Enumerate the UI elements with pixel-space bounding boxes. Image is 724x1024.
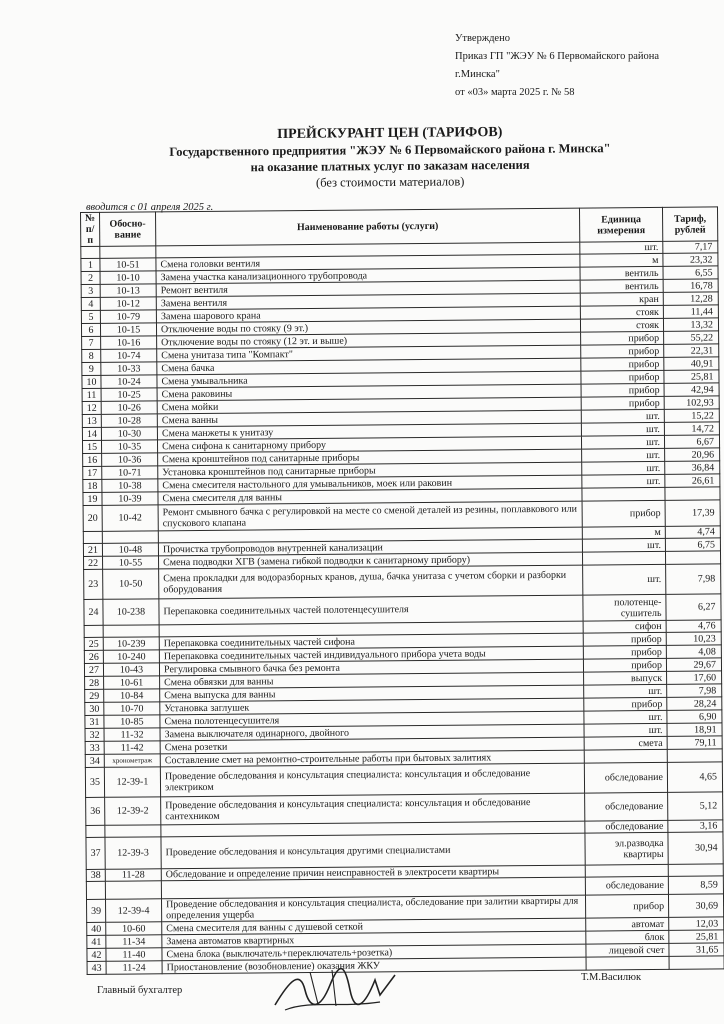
row-code: 10-30: [101, 427, 157, 440]
row-price: 16,78: [663, 279, 718, 292]
row-unit: шт.: [580, 241, 663, 254]
row-code: 10-43: [103, 663, 159, 676]
row-price: 28,24: [667, 697, 722, 710]
row-unit: прибор: [585, 894, 668, 918]
row-price: 40,91: [664, 357, 719, 370]
header-num: № п/п: [81, 212, 100, 246]
row-unit: шт.: [584, 710, 667, 724]
price-table: [80, 206, 724, 975]
row-unit: прибор: [584, 697, 667, 711]
row-code: 10-55: [103, 556, 159, 569]
row-code: 10-79: [100, 310, 156, 323]
row-code: 10-60: [106, 922, 162, 935]
row-code: 10-33: [101, 362, 157, 375]
row-service-name: Регулировка смывного бачка без ремонта: [159, 659, 583, 676]
row-price: 30,69: [668, 894, 723, 917]
approval-line: от «03» марта 2025 г. № 58: [455, 87, 575, 98]
row-service-name: Смена сифона к санитарному прибору: [157, 436, 581, 453]
row-number: 34: [85, 754, 104, 767]
row-code: хронометраж: [104, 754, 160, 767]
document-title: [120, 123, 661, 193]
row-number: 43: [87, 961, 106, 974]
row-service-name: Установка заглушек: [160, 698, 584, 715]
row-price: 22,31: [664, 344, 719, 357]
row-unit: обследование: [585, 876, 668, 895]
row-unit: шт.: [582, 474, 665, 488]
header-code: Обосно-вание: [100, 212, 156, 246]
row-unit: автомат: [586, 917, 669, 931]
row-service-name: Смена розетки: [160, 737, 584, 754]
header-unit: Единица измерения: [579, 207, 662, 242]
table-body: [81, 241, 724, 975]
row-service-name: Смена блока (выключатель+переключатель+розетка): [162, 944, 586, 961]
row-price: 29,67: [666, 658, 721, 671]
row-code: 10-15: [100, 323, 156, 336]
row-service-name: Смена мойки: [157, 397, 581, 414]
row-price: 25,81: [669, 930, 724, 943]
row-unit: вентиль: [580, 279, 663, 293]
row-unit: м: [582, 526, 665, 539]
table-header-row: [81, 207, 718, 247]
row-service-name: Обследование и определение причин неисправностей в электросети квартиры: [161, 865, 585, 881]
row-number: 14: [82, 427, 101, 440]
row-number: [86, 881, 105, 899]
row-price: 5,12: [668, 792, 723, 820]
row-service-name: Замена шарового крана: [156, 306, 580, 323]
row-code: 10-26: [101, 401, 157, 414]
row-price: 15,22: [664, 409, 719, 422]
row-number: 33: [85, 741, 104, 754]
row-price: 17,39: [665, 500, 720, 526]
row-code: 10-74: [101, 349, 157, 362]
row-code: 10-239: [103, 637, 159, 650]
row-price: 12,28: [663, 292, 718, 305]
row-price: 79,11: [667, 736, 722, 749]
row-price: 17,60: [667, 671, 722, 684]
row-price: 6,67: [664, 435, 719, 448]
row-unit: [585, 864, 668, 877]
row-number: 35: [85, 767, 104, 797]
row-unit: кран: [580, 292, 663, 306]
row-unit: обследование: [584, 762, 667, 793]
row-code: 10-25: [101, 388, 157, 401]
row-number: 16: [83, 453, 102, 466]
row-code: [102, 531, 158, 543]
row-unit: шт.: [581, 422, 664, 436]
row-number: 20: [83, 505, 102, 531]
row-service-name: Приостановление (возобновление) оказания ЖКУ: [162, 957, 586, 974]
row-number: 37: [86, 837, 105, 869]
row-unit: полотенце-сушитель: [583, 594, 666, 621]
row-code: 12-39-3: [105, 837, 161, 869]
row-number: 11: [82, 388, 101, 401]
row-price: 8,59: [668, 876, 723, 894]
row-service-name: Смена кронштейнов под санитарные приборы: [158, 449, 582, 466]
row-unit: [582, 487, 665, 501]
row-unit: прибор: [583, 645, 666, 659]
row-service-name: Замена автоматов квартирных: [162, 931, 586, 948]
row-price: 14,72: [664, 422, 719, 435]
row-price: 36,84: [665, 461, 720, 474]
row-number: 26: [84, 650, 103, 663]
row-unit: прибор: [582, 500, 665, 527]
row-service-name: Смена смесителя для ванны с душевой сеткой: [162, 918, 586, 935]
row-unit: прибор: [581, 344, 664, 358]
row-price: [665, 551, 720, 564]
row-price: 18,91: [667, 723, 722, 736]
row-price: 4,76: [666, 620, 721, 632]
row-price: 30,94: [668, 832, 723, 864]
row-service-name: Смена обвязки для ванны: [160, 672, 584, 689]
row-price: 11,44: [663, 305, 718, 318]
row-price: 102,93: [664, 396, 719, 409]
row-number: 28: [85, 676, 104, 689]
row-number: [84, 625, 103, 637]
row-service-name: Прочистка трубопроводов внутренней канализации: [158, 539, 582, 556]
row-price: 31,65: [669, 943, 724, 956]
row-price: 10,23: [666, 632, 721, 645]
row-unit: прибор: [581, 396, 664, 410]
row-number: 15: [82, 440, 101, 453]
row-number: 30: [85, 702, 104, 715]
title-line: Государственного предприятия "ЖЭУ № 6 Первомайского района г. Минска": [169, 141, 611, 159]
row-number: 41: [87, 935, 106, 948]
row-code: 10-71: [102, 466, 158, 479]
row-price: 4,08: [666, 645, 721, 658]
row-code: 10-84: [104, 689, 160, 702]
row-unit: шт.: [582, 461, 665, 475]
row-price: [665, 487, 720, 500]
row-code: 10-38: [102, 479, 158, 492]
row-number: 31: [85, 715, 104, 728]
row-service-name: Смена полотенцесушителя: [160, 711, 584, 728]
row-code: 12-39-1: [104, 767, 160, 797]
row-service-name: Замена вентиля: [156, 293, 580, 310]
row-code: [105, 881, 161, 899]
row-price: 42,94: [664, 383, 719, 396]
signature-image: [270, 960, 400, 1015]
row-unit: обследование: [585, 792, 668, 821]
row-unit: обследование: [585, 820, 668, 833]
row-unit: шт.: [581, 435, 664, 449]
row-code: 10-10: [100, 271, 156, 284]
approval-line: Утверждено: [455, 33, 510, 44]
row-service-name: Смена подводки ХГВ (замена гибкой подводки к санитарному прибору): [159, 552, 583, 569]
row-service-name: Проведение обследования и консультация другими специалистами: [161, 833, 585, 869]
row-price: [668, 864, 723, 876]
row-unit: лицевой счет: [586, 943, 669, 957]
row-service-name: Смена смесителя для ванны: [158, 488, 582, 505]
row-code: 10-61: [104, 676, 160, 689]
row-unit: вентиль: [580, 266, 663, 280]
effective-date-note: вводится с 01 апреля 2025 г.: [86, 202, 214, 213]
row-number: 5: [81, 310, 100, 323]
row-service-name: Перепаковка соединительных частей полотенцесушителя: [159, 595, 583, 625]
row-service-name: Составление смет на ремонтно-строительные работы при бытовых залитиях: [160, 750, 584, 767]
row-number: 40: [87, 922, 106, 935]
row-price: 6,75: [665, 538, 720, 551]
row-price: 6,90: [667, 710, 722, 723]
row-service-name: Смена бачка: [157, 358, 581, 375]
row-code: 11-32: [104, 728, 160, 741]
row-service-name: Отключение воды по стояку (12 эт. и выше): [157, 332, 581, 349]
row-price: 25,81: [664, 370, 719, 383]
row-code: 10-48: [102, 543, 158, 556]
row-code: 10-16: [101, 336, 157, 349]
row-service-name: Смена раковины: [157, 384, 581, 401]
row-number: 4: [81, 297, 100, 310]
row-price: 7,98: [666, 564, 721, 594]
row-number: 19: [83, 492, 102, 505]
row-service-name: Перепаковка соединительных частей индивидуального прибора учета воды: [159, 646, 583, 663]
row-service-name: Ремонт смывного бачка с регулировкой на месте со сменой деталей из резины, поплавкового или спускового клапана: [158, 501, 582, 531]
row-number: 23: [84, 569, 103, 599]
row-code: 10-39: [102, 492, 158, 505]
row-service-name: Перепаковка соединительных частей сифона: [159, 633, 583, 650]
row-number: 27: [84, 663, 103, 676]
row-code: 10-70: [104, 702, 160, 715]
row-code: 12-39-2: [105, 797, 161, 825]
approval-block: [455, 30, 717, 102]
row-code: 10-24: [101, 375, 157, 388]
row-price: 13,32: [663, 318, 718, 331]
row-number: 13: [82, 414, 101, 427]
row-unit: сифон: [583, 620, 666, 633]
row-service-name: Смена прокладки для водоразборных кранов, душа, бачка унитаза с учетом сборки и разборки оборудования: [159, 565, 583, 599]
row-service-name: Смена манжеты к унитазу: [157, 423, 581, 440]
row-unit: прибор: [581, 331, 664, 345]
row-number: 24: [84, 599, 103, 625]
row-number: 10: [82, 375, 101, 388]
row-code: 11-42: [104, 741, 160, 754]
row-number: [81, 246, 100, 258]
row-code: 10-12: [100, 297, 156, 310]
row-code: 12-39-4: [105, 899, 161, 922]
row-number: 7: [82, 336, 101, 349]
row-price: 7,98: [667, 684, 722, 697]
title-line: ПРЕЙСКУРАНТ ЦЕН (ТАРИФОВ): [277, 125, 503, 142]
row-price: 6,55: [663, 266, 718, 279]
row-price: 12,03: [669, 917, 724, 930]
row-number: [86, 825, 105, 837]
row-number: 18: [83, 479, 102, 492]
row-number: 2: [81, 271, 100, 284]
row-price: [669, 956, 724, 969]
row-number: 39: [86, 899, 105, 922]
row-code: 10-51: [100, 258, 156, 271]
row-code: 10-28: [101, 414, 157, 427]
row-code: [100, 246, 156, 258]
chief-accountant-name: Т.М.Василюк: [581, 972, 642, 983]
row-code: 11-34: [106, 935, 162, 948]
row-unit: прибор: [581, 370, 664, 384]
row-number: 9: [82, 362, 101, 375]
row-code: 11-28: [105, 869, 161, 881]
row-code: [105, 825, 161, 837]
row-number: 12: [82, 401, 101, 414]
row-unit: стояк: [580, 305, 663, 319]
row-price: 26,61: [665, 474, 720, 487]
row-number: 21: [83, 543, 102, 556]
row-number: 1: [81, 258, 100, 271]
row-number: 25: [84, 637, 103, 650]
row-unit: [584, 749, 667, 763]
row-price: [667, 749, 722, 762]
row-service-name: Смена выпуска для ванны: [160, 685, 584, 702]
row-unit: [582, 551, 665, 565]
row-unit: шт.: [582, 448, 665, 462]
header-price: Тариф, рублей: [662, 207, 717, 241]
row-service-name: Смена ванны: [157, 410, 581, 427]
row-service-name: Смена смесителя настольного для умывальников, моек или раковин: [158, 475, 582, 492]
row-code: [103, 625, 159, 637]
row-service-name: Смена унитаза типа "Компакт": [157, 345, 581, 362]
row-price: 55,22: [664, 331, 719, 344]
row-price: 23,32: [663, 253, 718, 266]
row-service-name: Смена умывальника: [157, 371, 581, 388]
row-number: 8: [82, 349, 101, 362]
title-line: (без стоимости материалов): [315, 174, 465, 190]
row-unit: шт.: [582, 538, 665, 552]
row-code: 10-50: [103, 569, 159, 599]
row-unit: шт.: [581, 409, 664, 423]
row-code: 10-238: [103, 599, 159, 625]
row-price: 7,17: [663, 241, 718, 253]
row-unit: прибор: [583, 632, 666, 646]
chief-accountant-label: Главный бухгалтер: [97, 985, 183, 996]
row-price: 3,16: [668, 820, 723, 832]
row-unit: прибор: [583, 658, 666, 672]
row-number: 17: [83, 466, 102, 479]
row-service-name: Проведение обследования и консультация специалиста, обследование при залитии квартиры для определения ущерба: [161, 895, 585, 922]
approval-line: г.Минска": [455, 69, 500, 80]
row-unit: прибор: [581, 357, 664, 371]
row-service-name: Смена головки вентиля: [156, 254, 580, 271]
row-service-name: Проведение обследования и консультация специалиста: консультация и обследование электриком: [160, 763, 584, 797]
row-number: 38: [86, 869, 105, 881]
row-unit: эл.разводка квартиры: [585, 832, 668, 865]
row-number: [83, 531, 102, 543]
row-code: 10-13: [100, 284, 156, 297]
row-unit: шт.: [584, 684, 667, 698]
row-number: 29: [85, 689, 104, 702]
row-unit: прибор: [581, 383, 664, 397]
row-unit: блок: [586, 930, 669, 944]
row-unit: стояк: [580, 318, 663, 332]
row-code: 10-42: [102, 505, 158, 531]
row-number: 6: [81, 323, 100, 336]
row-code: 10-240: [103, 650, 159, 663]
title-line: на оказание платных услуг по заказам населения: [250, 157, 530, 175]
row-service-name: Ремонт вентиля: [156, 280, 580, 297]
row-price: 4,74: [665, 526, 720, 538]
row-unit: выпуск: [584, 671, 667, 685]
row-service-name: Установка кронштейнов под санитарные приборы: [158, 462, 582, 479]
row-unit: м: [580, 253, 663, 267]
row-number: 22: [84, 556, 103, 569]
row-service-name: Замена участка канализационного трубопровода: [156, 267, 580, 284]
row-code: 10-36: [102, 453, 158, 466]
row-unit: шт.: [584, 723, 667, 737]
row-number: 42: [87, 948, 106, 961]
row-unit: смета: [584, 736, 667, 750]
row-price: 4,65: [667, 762, 722, 792]
row-code: 10-85: [104, 715, 160, 728]
row-code: 11-40: [106, 948, 162, 961]
header-name: Наименование работы (услуги): [156, 208, 580, 246]
row-service-name: Отключение воды по стояку (9 эт.): [156, 319, 580, 336]
row-code: 10-35: [101, 440, 157, 453]
row-service-name: Проведение обследования и консультация специалиста: консультация и обследование сантехником: [161, 793, 585, 825]
row-price: 20,96: [665, 448, 720, 461]
row-code: 11-24: [106, 961, 162, 974]
row-price: 6,27: [666, 594, 721, 620]
row-number: 3: [81, 284, 100, 297]
approval-line: Приказ ГП "ЖЭУ № 6 Первомайского района: [455, 51, 660, 62]
row-unit: [586, 956, 669, 970]
row-number: 36: [86, 797, 105, 825]
row-service-name: Замена выключателя одинарного, двойного: [160, 724, 584, 741]
row-unit: шт.: [583, 564, 666, 595]
row-number: 32: [85, 728, 104, 741]
